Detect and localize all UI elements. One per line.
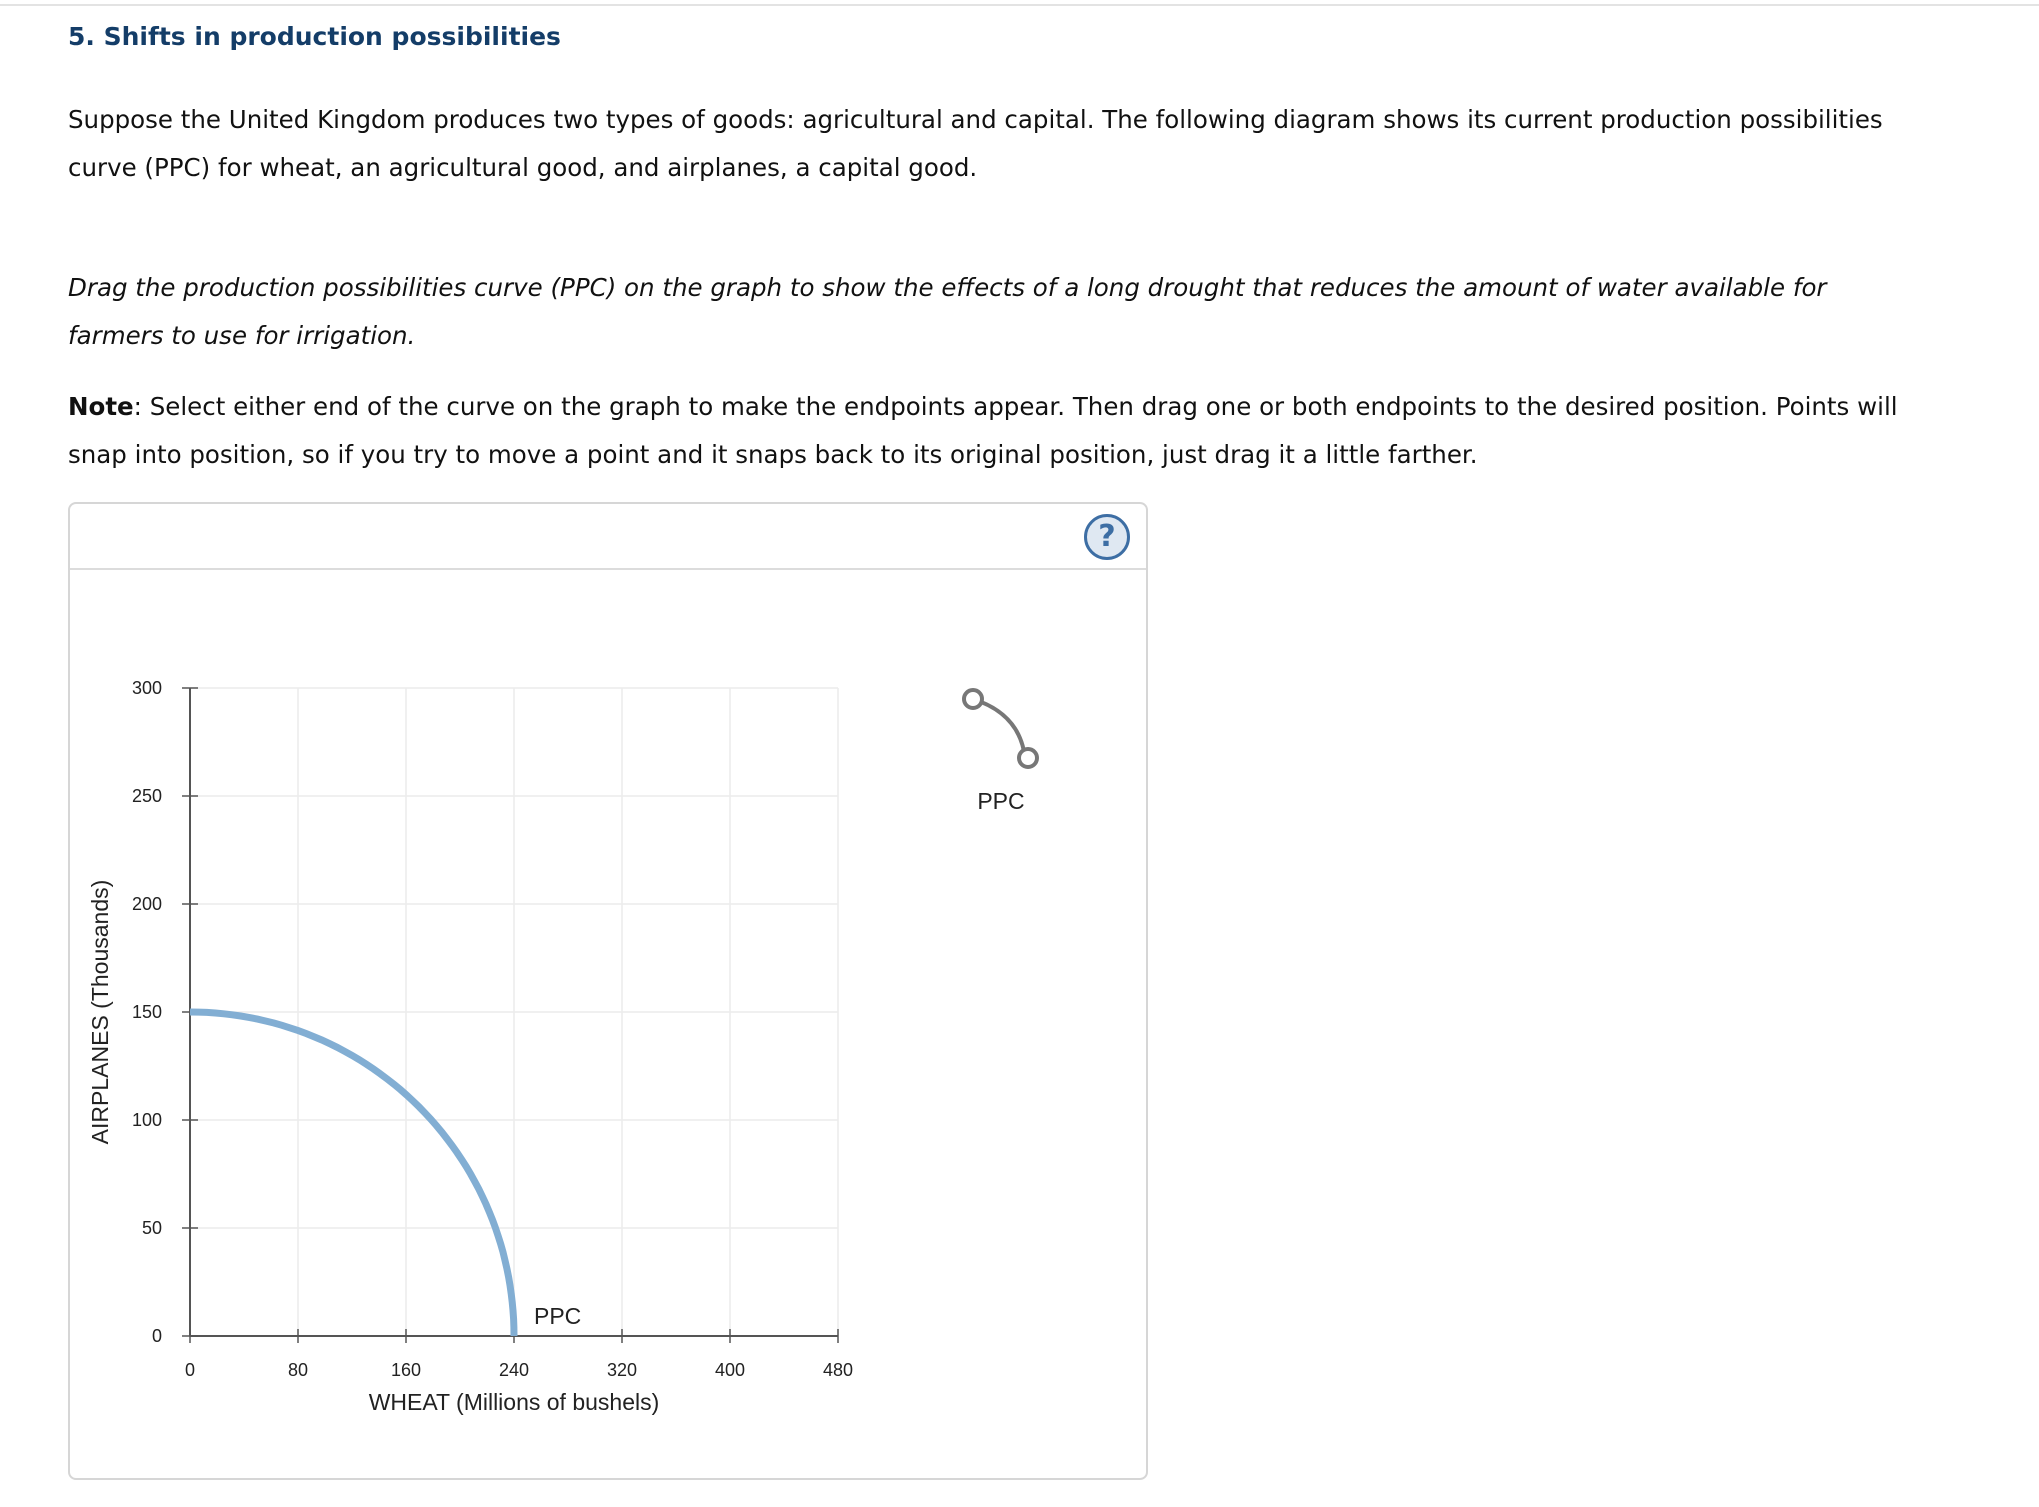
note-label: Note [68, 392, 134, 421]
x-tick-label: 400 [714, 1360, 746, 1380]
y-tick-label: 100 [131, 1110, 162, 1130]
top-divider [0, 4, 2039, 6]
y-axis-label: AIRPLANES (Thousands) [87, 879, 113, 1145]
note-text: : Select either end of the curve on the graph to make the endpoints appear. Then drag one or both endpoints to the desired position. Points will snap into position, so if you try to move a point and it snaps back to its original position, just drag it a little farther. [68, 392, 1898, 469]
intro-paragraph: Suppose the United Kingdom produces two types of goods: agricultural and capital. The following diagram shows its current production possibilities curve (PPC) for wheat, an agricultural good, and airplanes, a capital good. [68, 105, 1883, 182]
instruction-paragraph: Drag the production possibilities curve (PPC) on the graph to show the effects of a long drought that reduces the amount of water available for farmers to use for irrigation. [68, 273, 1827, 350]
y-tick-label: 300 [131, 678, 162, 698]
x-axis-label: WHEAT (Millions of bushels) [368, 1389, 660, 1415]
grid [190, 688, 838, 1336]
ppc-curve-label: PPC [534, 1303, 582, 1329]
y-tick-label: 0 [151, 1326, 162, 1346]
x-tick-label: 0 [184, 1360, 196, 1380]
ppc-palette-tool[interactable] [964, 690, 1037, 814]
ppc-graph[interactable] [70, 504, 1146, 1478]
ppc-palette-curve-icon[interactable] [973, 699, 1025, 758]
ppc-palette-endpoint-icon[interactable] [964, 690, 982, 708]
x-tick-label: 160 [390, 1360, 422, 1380]
x-tick-label: 480 [822, 1360, 854, 1380]
ppc-curve[interactable] [190, 1012, 514, 1336]
graph-panel [68, 502, 1148, 1480]
x-tick-label: 320 [606, 1360, 638, 1380]
note-paragraph [68, 383, 1898, 479]
help-button[interactable]: ? [1084, 514, 1130, 560]
y-tick-label: 150 [131, 1002, 162, 1022]
ppc-palette-label: PPC [977, 788, 1025, 814]
x-tick-label: 80 [287, 1360, 309, 1380]
y-tick-label: 200 [131, 894, 162, 914]
ppc-palette-endpoint-icon[interactable] [1019, 749, 1037, 767]
x-tick-label: 240 [498, 1360, 530, 1380]
y-tick-label: 250 [131, 786, 162, 806]
question-title: 5. Shifts in production possibilities [68, 22, 561, 51]
ticks [132, 678, 853, 1380]
y-tick-label: 50 [141, 1218, 162, 1238]
